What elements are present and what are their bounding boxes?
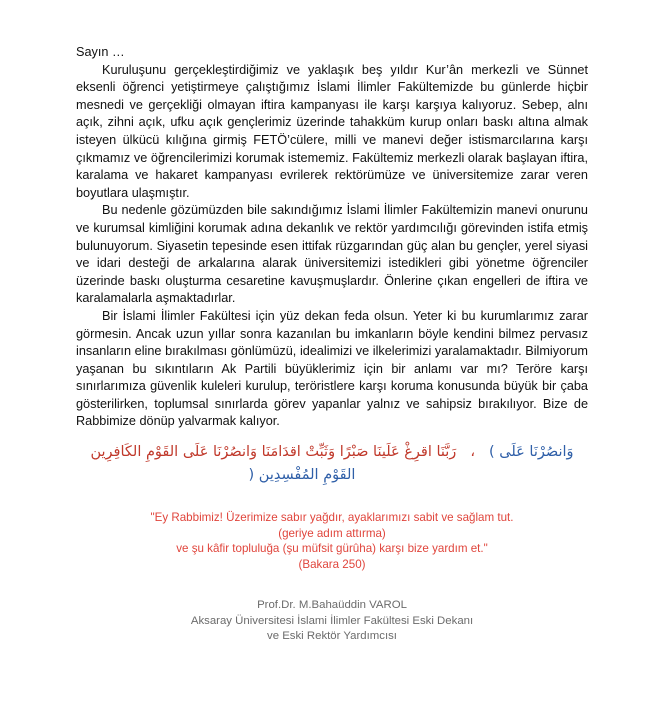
verse-line-1-separator: ، (470, 444, 475, 461)
quran-verse-block (76, 441, 588, 486)
letter-body (76, 62, 588, 431)
verse-line-1 (76, 441, 588, 463)
signature-block (76, 598, 588, 644)
verse-line-1-red-segment: رَبَّنَا اقرِغْ عَلَينَا صَبْرًا وَثَبِّتْ اقدَامَنَا وَانصُرْنَا عَلَى القَوْمِ الكَافِرِين (90, 444, 457, 461)
verse-line-2: القَوْمِ المُفْسِدِين ( (248, 467, 356, 484)
translation-line-3: ve şu kâfir topluluğa (şu müfsit gürûha) karşı bize yardım et." (176, 542, 488, 556)
signature-title-line-1: Aksaray Üniversitesi İslami İlimler Fakültesi Eski Dekanı (190, 614, 474, 627)
paragraph-2: Bu nedenle gözümüzden bile sakındığımız İslami İlimler Fakültemizin manevi onurunu ve kurumsal kimliğini korumak adına dekanlık ve rektör yardımcılığı görevinden istifa etmiş bulunuyorum. Siyasetin tepesinde esen ittifak rüzgarından güç alan bu gençler, yerel siyasi ve idari desteği de arkalarına alarak üniversitemizi istedikleri gibi yönetme öğrenciler üzerinde baskı oluşturma cesaretine kavuşmuşlardır. Önlerine çıkan engelleri de iftira ve karalamalarla aşmaktadırlar. (76, 203, 588, 306)
salutation: Sayın … (76, 45, 125, 59)
translation-line-2: (geriye adım attırma) (278, 526, 386, 540)
translation-line-1: "Ey Rabbimiz! Üzerimize sabır yağdır, ayaklarımızı sabit ve sağlam tut. (150, 511, 514, 525)
paragraph-1: Kuruluşunu gerçekleştirdiğimiz ve yaklaşık beş yıldır Kur’ân merkezli ve Sünnet eksenli öğrenci yetiştirmeye çalıştığımız İslami İlimler Fakültemizde bu günlerde hiçbir mesnedi ve gerçekliği olmayan iftira kampanyası ile karşı karşıya kalıyoruz. Sebep, alnı açık, zihni açık, ufku açık gençlerimiz üzerinde tahakküm kurup onları baskı altına almak isteyen ülkücü kılığına girmiş FETÖ’cülere, milli ve manevi değer istismarcılarına karşı çıkmamız ve öğrencilerimizi korumak istememiz. Fakültemiz merkezli olarak başlayan iftira, karalama ve hakaret kampanyası evrilerek rektörümüze ve üniversitemize zarar veren boyutlara ulaşmıştır. (76, 62, 588, 200)
translation-source: (Bakara 250) (298, 557, 366, 571)
signature-name: Prof.Dr. M.Bahaüddin VAROL (257, 599, 407, 612)
verse-translation (76, 510, 588, 572)
signature-title-line-2: ve Eski Rektör Yardımcısı (267, 630, 397, 643)
verse-line-1-blue-segment: وَانصُرْنَا عَلَى ) (489, 444, 574, 461)
paragraph-3: Bir İslami İlimler Fakültesi için yüz dekan feda olsun. Yeter ki bu kurumlarımız zarar görmesin. Ancak uzun yıllar sonra kazanılan bu imkanların böyle kendini bilmez pervasız insanların eline bırakılması gönlümüzü, idealimizi ve ilkelerimizi yaralamaktadır. Bilmiyorum yaşanan bu sıkıntıların Ak Partili büyüklerimiz için bir anlamı var mı? Teröre karşı sınırlarımıza güvenlik kuleleri kurulup, teröristlere karşı koruma konusunda büyük bir çaba gösterilirken, toplumsal sınırlarda görev yapanlar yalnız ve sahipsiz bırakılıyor. Bize de Rabbimize dönüp yalvarmak kalıyor. (76, 308, 588, 429)
